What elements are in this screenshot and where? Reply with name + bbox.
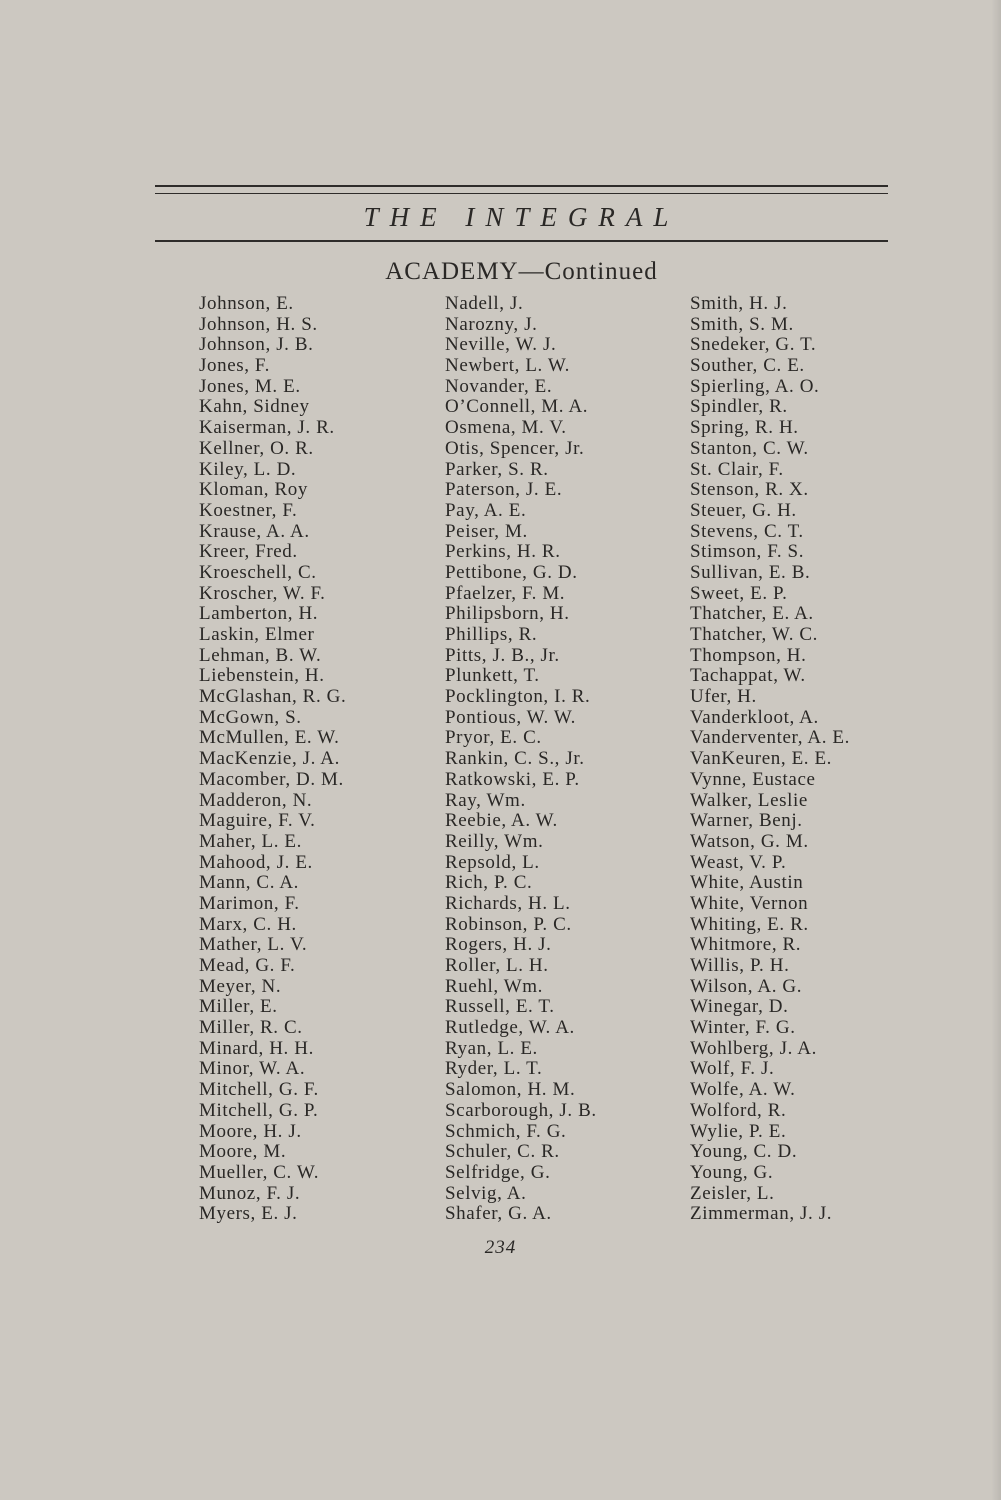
list-item: Wohlberg, J. A. [690,1037,817,1059]
list-item: Narozny, J. [445,313,538,335]
list-item: Thatcher, E. A. [690,603,814,625]
list-item: Roller, L. H. [445,955,549,976]
list-item: Zimmerman, J. J. [690,1203,833,1225]
list-item: Scarborough, J. B. [445,1099,597,1121]
list-item: Kreer, Fred. [199,541,298,563]
list-item: Thatcher, W. C. [690,624,819,645]
list-item: Lehman, B. W. [199,644,322,666]
list-item: Kahn, Sidney [199,396,310,418]
list-item: Johnson, E. [199,293,294,314]
list-item: Sullivan, E. B. [690,561,811,583]
list-item: McGown, S. [199,706,302,728]
list-item: Pay, A. E. [445,499,527,521]
list-item: Vynne, Eustace [690,768,816,790]
list-item: Jones, M. E. [199,375,301,397]
list-item: Pocklington, I. R. [445,686,591,708]
header-rule-top-thin [155,193,888,194]
list-item: Wolford, R. [690,1099,787,1121]
list-item: Wylie, P. E. [690,1120,787,1142]
list-item: Miller, R. C. [199,1017,303,1039]
list-item: Reilly, Wm. [445,830,544,852]
list-item: Vanderventer, A. E. [690,727,850,749]
list-item: Wolfe, A. W. [690,1079,796,1101]
list-item: Winegar, D. [690,996,789,1018]
list-item: Spierling, A. O. [690,375,820,397]
list-item: Whiting, E. R. [690,913,809,935]
list-item: Macomber, D. M. [199,768,344,790]
list-item: Laskin, Elmer [199,624,315,645]
list-item: Souther, C. E. [690,355,805,377]
list-item: Pfaelzer, F. M. [445,582,566,604]
list-item: Young, C. D. [690,1141,798,1163]
list-item: Madderon, N. [199,789,313,811]
list-item: Munoz, F. J. [199,1182,301,1204]
list-item: Kroeschell, C. [199,561,317,583]
list-item: Mueller, C. W. [199,1161,320,1183]
list-item: Young, G. [690,1161,774,1183]
list-item: Stenson, R. X. [690,479,809,501]
list-item: Maher, L. E. [199,830,302,852]
list-item: Kaiserman, J. R. [199,417,335,439]
list-item: Selvig, A. [445,1182,527,1204]
list-item: Pryor, E. C. [445,727,542,749]
list-item: Willis, P. H. [690,955,790,976]
list-item: Plunkett, T. [445,665,540,687]
list-item: Pontious, W. W. [445,706,576,728]
list-item: Meyer, N. [199,975,282,997]
list-item: Tachappat, W. [690,665,806,687]
list-item: Ryder, L. T. [445,1058,543,1080]
list-item: Stanton, C. W. [690,437,809,459]
list-item: Kloman, Roy [199,479,308,501]
list-item: Perkins, H. R. [445,541,561,563]
list-item: Ryan, L. E. [445,1037,538,1059]
list-item: Snedeker, G. T. [690,334,817,356]
page-number: 234 [484,1237,517,1258]
list-item: Parker, S. R. [445,458,549,480]
list-item: Warner, Benj. [690,810,803,832]
section-title: ACADEMY—Continued [385,258,658,285]
list-item: Mitchell, G. P. [199,1099,319,1121]
list-item: Richards, H. L. [445,892,571,914]
list-item: Spindler, R. [690,396,788,418]
list-item: Kroscher, W. F. [199,582,326,604]
list-item: Whitmore, R. [690,934,802,956]
list-item: Kiley, L. D. [199,458,297,480]
list-item: Pettibone, G. D. [445,561,578,583]
list-item: White, Austin [690,872,804,894]
list-item: O’Connell, M. A. [445,396,589,418]
header-rule-top [155,185,888,187]
list-item: Ratkowski, E. P. [445,768,580,790]
list-item: Krause, A. A. [199,520,310,542]
list-item: Marx, C. H. [199,913,297,935]
list-item: Wilson, A. G. [690,975,803,997]
list-item: Steuer, G. H. [690,499,797,521]
list-item: Novander, E. [445,375,553,397]
list-item: Mitchell, G. F. [199,1079,319,1101]
list-item: McGlashan, R. G. [199,686,347,708]
list-item: Robinson, P. C. [445,913,572,935]
list-item: Mead, G. F. [199,955,296,976]
list-item: St. Clair, F. [690,458,784,480]
list-item: Mann, C. A. [199,872,300,894]
list-item: Otis, Spencer, Jr. [445,437,585,459]
list-item: Spring, R. H. [690,417,799,439]
list-item: Nadell, J. [445,293,524,314]
list-item: Sweet, E. P. [690,582,788,604]
list-item: Neville, W. J. [445,334,557,356]
list-item: Selfridge, G. [445,1161,551,1183]
list-item: Philipsborn, H. [445,603,570,625]
list-item: Russell, E. T. [445,996,555,1018]
list-item: Moore, M. [199,1141,287,1163]
list-item: Salomon, H. M. [445,1079,576,1101]
list-item: VanKeuren, E. E. [690,748,833,770]
list-item: Winter, F. G. [690,1017,796,1039]
list-item: Myers, E. J. [199,1203,298,1225]
list-item: Jones, F. [199,355,270,377]
list-item: Walker, Leslie [690,789,808,811]
header-rule-bottom [155,240,888,242]
list-item: Moore, H. J. [199,1120,302,1142]
list-item: Reebie, A. W. [445,810,558,832]
list-item: Liebenstein, H. [199,665,325,687]
list-item: Ufer, H. [690,686,757,708]
list-item: Johnson, H. S. [199,313,318,335]
list-item: Koestner, F. [199,499,298,521]
list-item: Paterson, J. E. [445,479,563,501]
list-item: Rutledge, W. A. [445,1017,575,1039]
list-item: Minard, H. H. [199,1037,314,1059]
list-item: Pitts, J. B., Jr. [445,644,560,666]
list-item: Mahood, J. E. [199,851,313,873]
name-column-1 [199,294,346,1225]
list-item: Mather, L. V. [199,934,308,956]
list-item: Rogers, H. J. [445,934,552,956]
list-item: Schuler, C. R. [445,1141,560,1163]
list-item: Osmena, M. V. [445,417,567,439]
list-item: Ruehl, Wm. [445,975,544,997]
list-item: Newbert, L. W. [445,355,571,377]
list-item: Shafer, G. A. [445,1203,552,1225]
list-item: White, Vernon [690,892,809,914]
list-item: Smith, S. M. [690,313,794,335]
list-item: Maguire, F. V. [199,810,316,832]
list-item: Peiser, M. [445,520,528,542]
list-item: Miller, E. [199,996,278,1018]
list-item: Minor, W. A. [199,1058,306,1080]
list-item: Rich, P. C. [445,872,533,894]
list-item: Thompson, H. [690,644,807,666]
list-item: Stimson, F. S. [690,541,805,563]
list-item: Zeisler, L. [690,1182,775,1204]
list-item: Schmich, F. G. [445,1120,567,1142]
list-item: Ray, Wm. [445,789,526,811]
list-item: Wolf, F. J. [690,1058,775,1080]
list-item: Lamberton, H. [199,603,319,625]
list-item: Johnson, J. B. [199,334,314,356]
page-edge-shadow [991,0,1001,1500]
list-item: Rankin, C. S., Jr. [445,748,585,770]
list-item: Repsold, L. [445,851,540,873]
name-column-3 [690,294,850,1225]
list-item: Kellner, O. R. [199,437,314,459]
list-item: Weast, V. P. [690,851,787,873]
list-item: MacKenzie, J. A. [199,748,340,770]
running-title: THE INTEGRAL [363,202,680,232]
list-item: McMullen, E. W. [199,727,340,749]
list-item: Stevens, C. T. [690,520,804,542]
list-item: Marimon, F. [199,892,300,914]
name-column-2 [445,294,597,1225]
list-item: Vanderkloot, A. [690,706,819,728]
list-item: Smith, H. J. [690,293,788,314]
list-item: Phillips, R. [445,624,538,645]
list-item: Watson, G. M. [690,830,809,852]
